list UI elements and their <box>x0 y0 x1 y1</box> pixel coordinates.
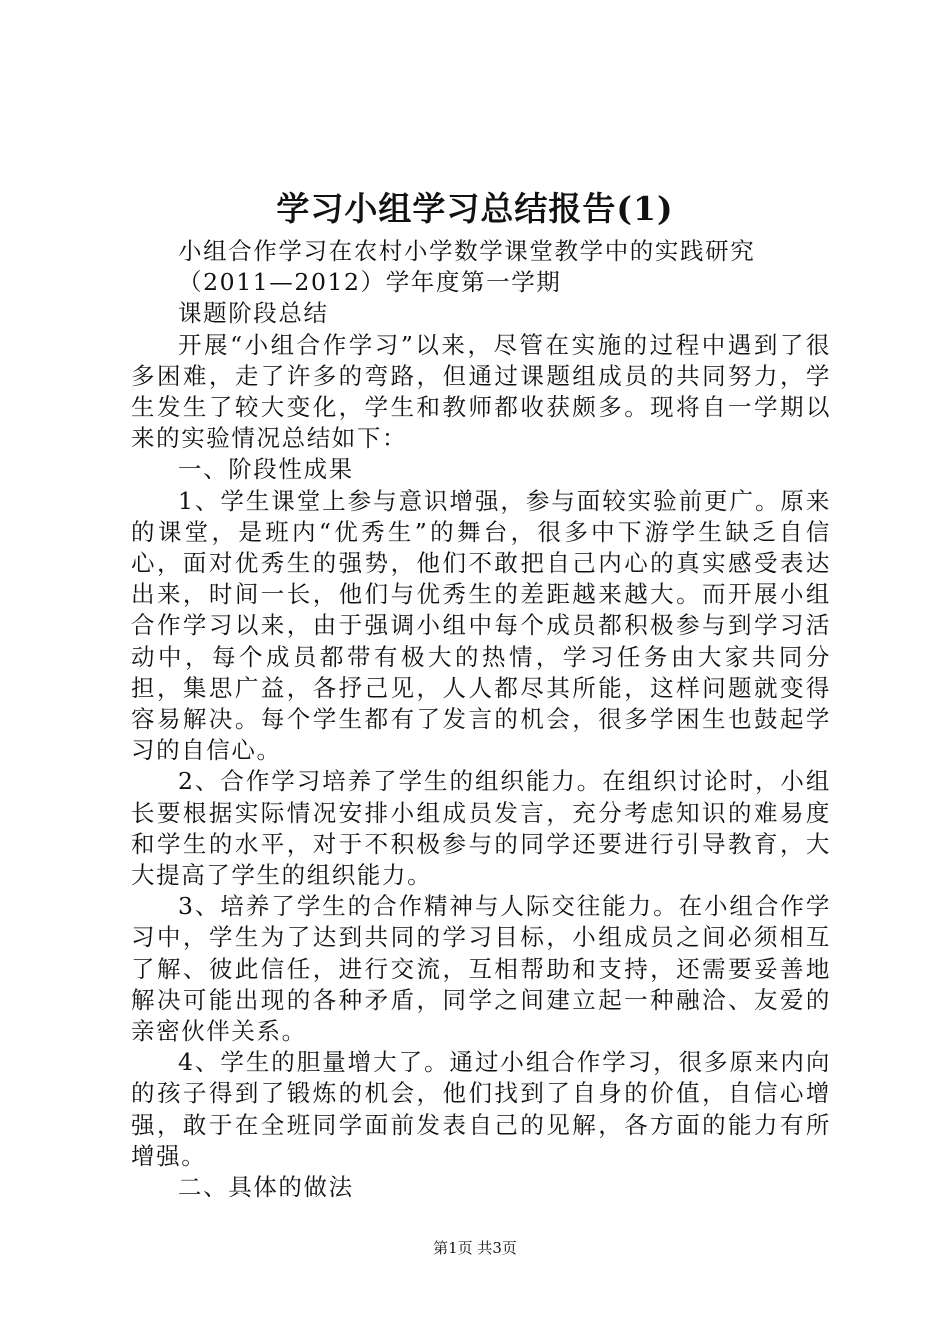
page-number: 第1页 共3页 <box>433 1239 517 1257</box>
paragraph-subtitle: 小组合作学习在农村小学数学课堂教学中的实践研究 <box>178 237 756 265</box>
document-body <box>131 236 831 1203</box>
paragraph-result-1: 1、学生课堂上参与意识增强，参与面较实验前更广。原来的课堂，是班内“优秀生”的舞台，很多中下游学生缺乏自信心，面对优秀生的强势，他们不敢把自己内心的真实感受表达出来，时间一长，他们与优秀生的差距越来越大。而开展小组合作学习以来，由于强调小组中每个成员都积极参与到学习活动中，每个成员都带有极大的热情，学习任务由大家共同分担，集思广益，各抒己见，人人都尽其所能，这样问题就变得容易解决。每个学生都有了发言的机会，很多学困生也鼓起学习的自信心。 <box>131 486 831 765</box>
section-heading-results: 一、阶段性成果 <box>178 455 354 484</box>
paragraph-result-3: 3、培养了学生的合作精神与人际交往能力。在小组合作学习中，学生为了达到共同的学习目标，小组成员之间必须相互了解、彼此信任，进行交流，互相帮助和支持，还需要妥善地解决可能出现的各种矛盾，同学之间建立起一种融洽、友爱的亲密伙伴关系。 <box>131 892 831 1046</box>
paragraph-term: （2011—2012）学年度第一学期 <box>178 268 562 297</box>
paragraph-result-2: 2、合作学习培养了学生的组织能力。在组织讨论时，小组长要根据实际情况安排小组成员发言，充分考虑知识的难易度和学生的水平，对于不积极参与的同学还要进行引导教育，大大提高了学生的组织能力。 <box>131 767 831 890</box>
document-title: 学习小组学习总结报告(1) <box>276 189 674 228</box>
section-heading-methods: 二、具体的做法 <box>178 1173 354 1202</box>
paragraph-intro: 开展“小组合作学习”以来，尽管在实施的过程中遇到了很多困难，走了许多的弯路，但通过课题组成员的共同努力，学生发生了较大变化，学生和教师都收获颇多。现将自一学期以来的实验情况总结如下： <box>131 330 831 453</box>
paragraph-result-4: 4、学生的胆量增大了。通过小组合作学习，很多原来内向的孩子得到了锻炼的机会，他们找到了自身的价值，自信心增强，敢于在全班同学面前发表自己的见解，各方面的能力有所增强。 <box>131 1048 831 1170</box>
paragraph-stage-summary: 课题阶段总结 <box>178 299 329 328</box>
